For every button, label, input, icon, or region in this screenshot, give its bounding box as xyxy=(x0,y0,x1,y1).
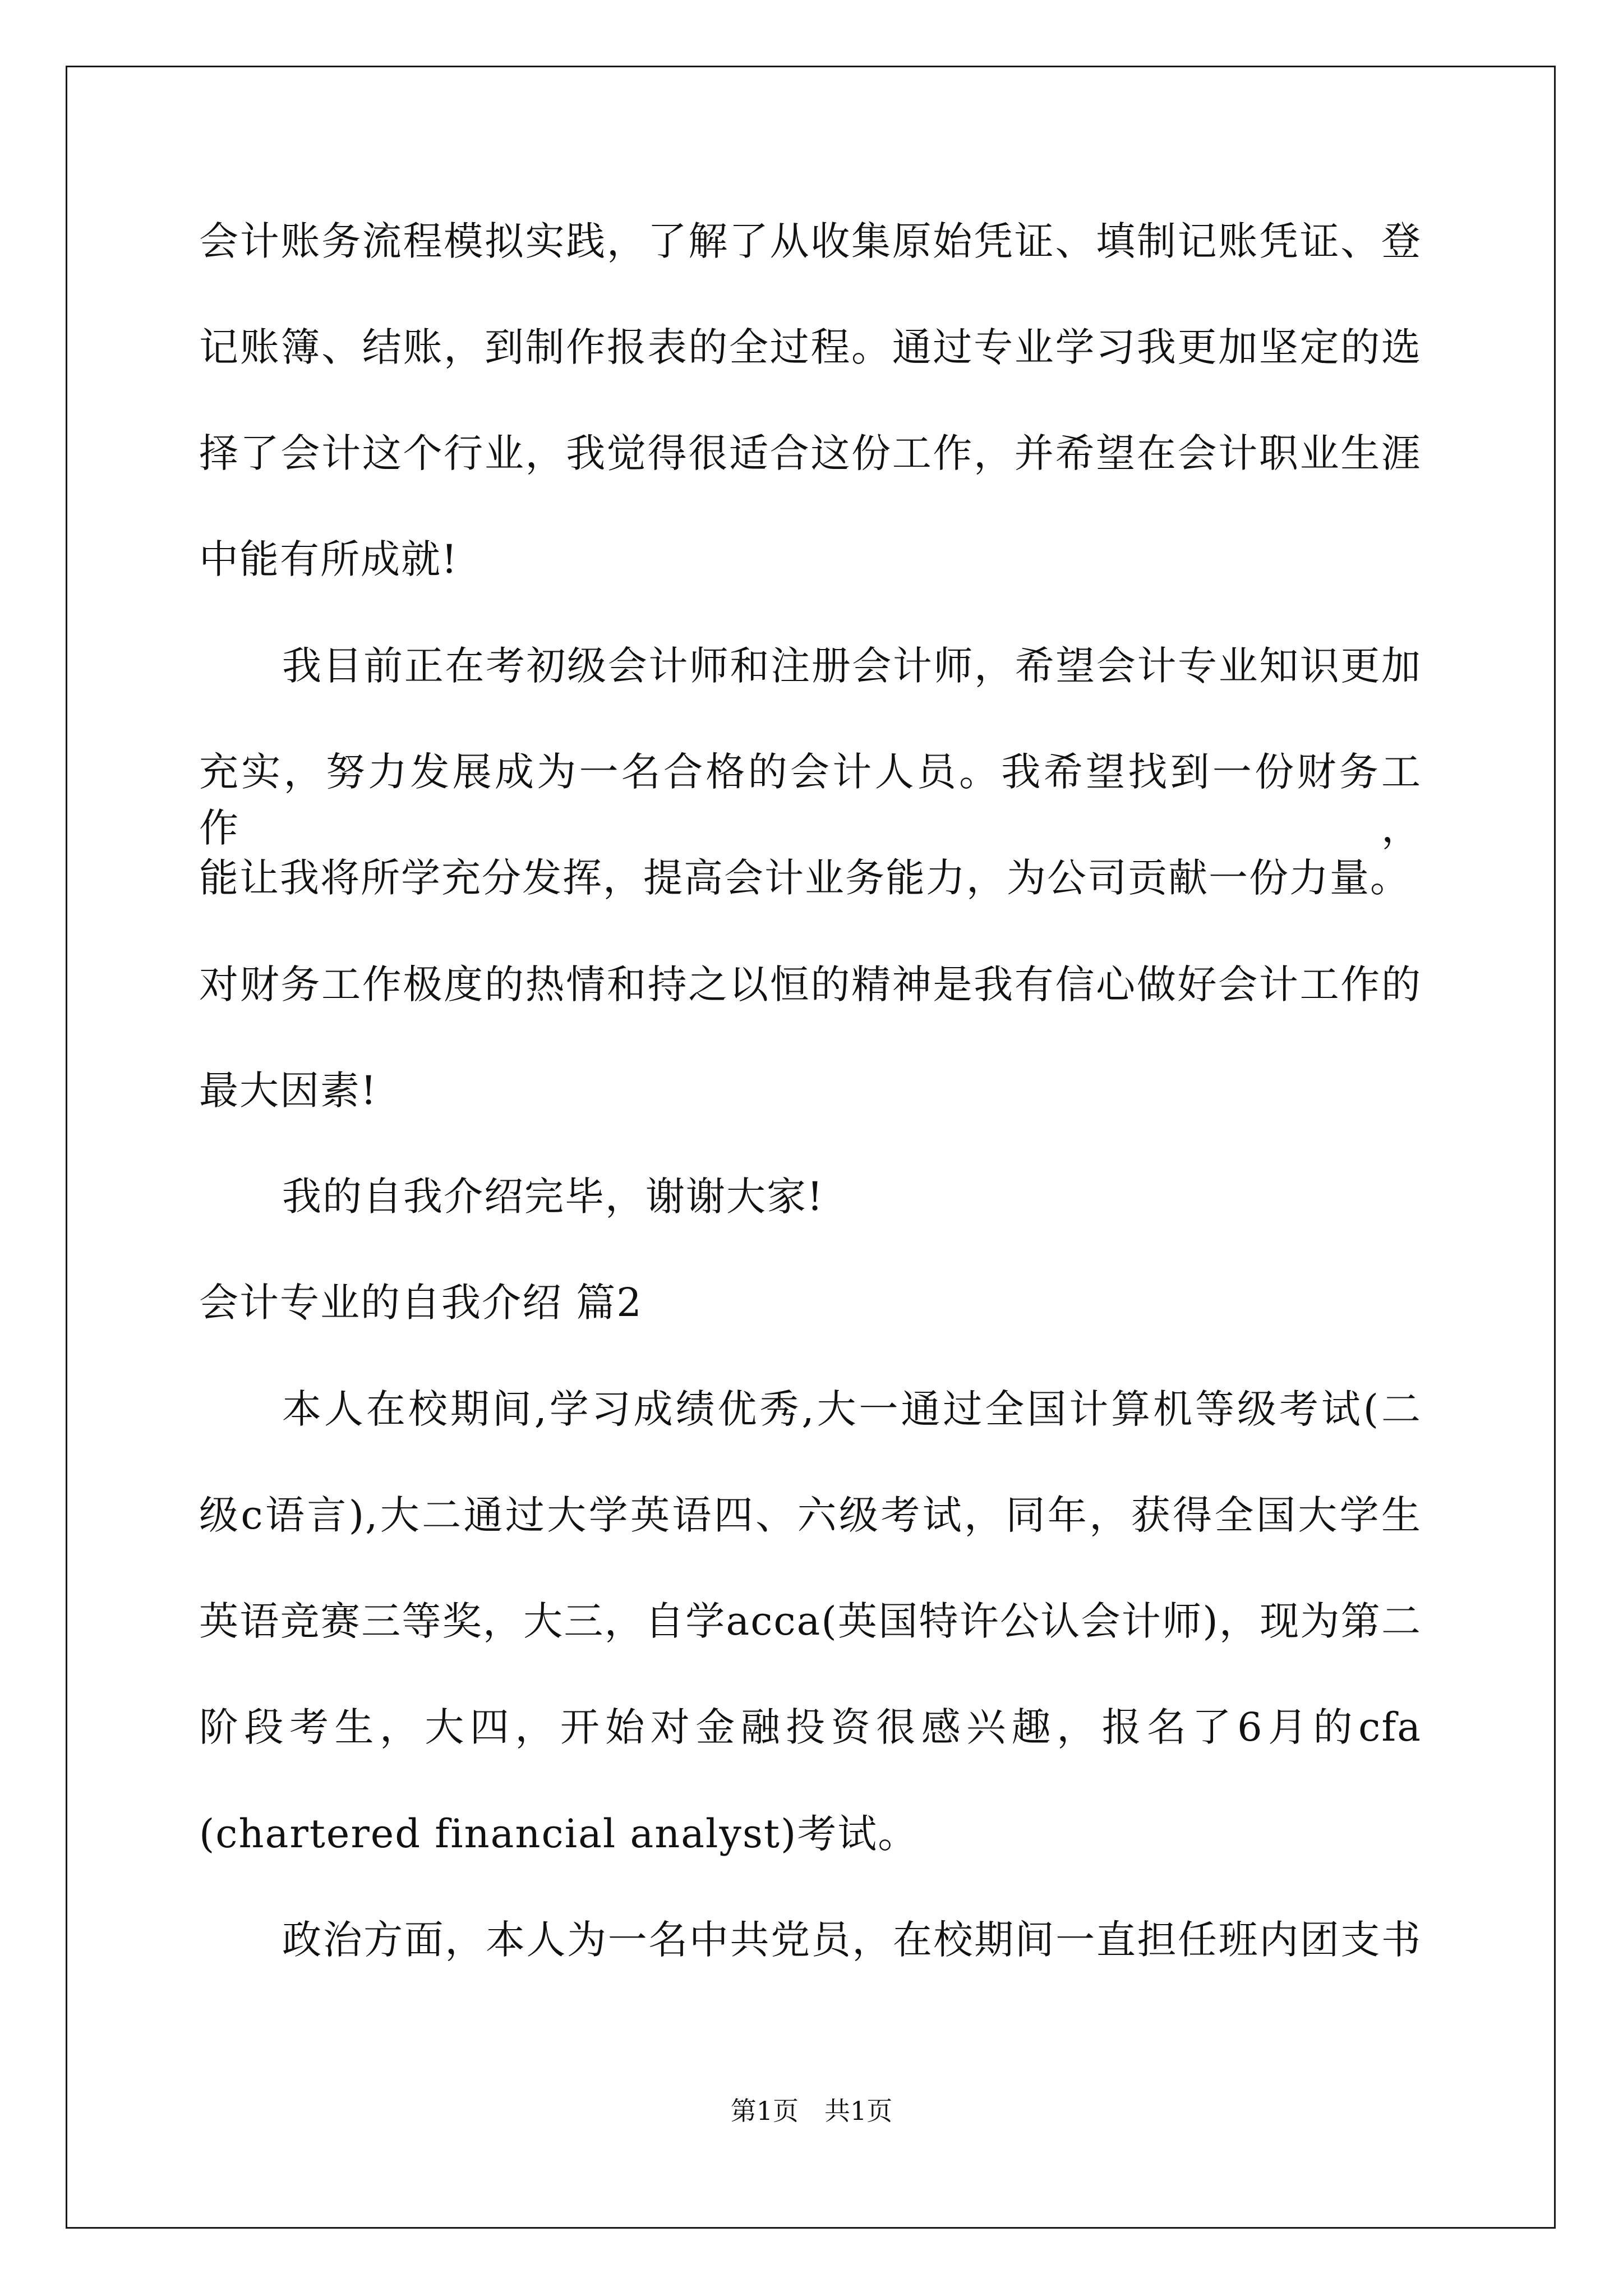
paragraph-first-line: 我目前正在考初级会计师和注册会计师，希望会计专业知识更加 xyxy=(282,643,1422,689)
text-line: 级c语言),大二通过大学英语四、六级考试，同年，获得全国大学生 xyxy=(199,1492,1422,1538)
paragraph-end-line: 最大因素! xyxy=(199,1068,378,1114)
paragraph-first-line: 本人在校期间,学习成绩优秀,大一通过全国计算机等级考试(二 xyxy=(282,1386,1422,1432)
text-line: 充实，努力发展成为一名合格的会计人员。我希望找到一份财务工作， xyxy=(199,749,1422,851)
closing-line: 我的自我介绍完毕，谢谢大家! xyxy=(282,1174,824,1220)
paragraph-end-line: (chartered financial analyst)考试。 xyxy=(199,1811,919,1857)
section-heading: 会计专业的自我介绍 篇2 xyxy=(199,1280,643,1326)
text-line: 择了会计这个行业，我觉得很适合这份工作，并希望在会计职业生涯 xyxy=(199,430,1422,476)
text-line: 阶段考生，大四，开始对金融投资很感兴趣，报名了6月的cfa xyxy=(199,1704,1422,1750)
page-border xyxy=(66,66,1556,2229)
text-line: 能让我将所学充分发挥，提高会计业务能力，为公司贡献一份力量。 xyxy=(199,855,1410,901)
paragraph-first-line: 政治方面，本人为一名中共党员，在校期间一直担任班内团支书 xyxy=(282,1917,1422,1963)
text-line: 记账簿、结账，到制作报表的全过程。通过专业学习我更加坚定的选 xyxy=(199,324,1422,370)
text-line: 英语竞赛三等奖，大三，自学acca(英国特许公认会计师)，现为第二 xyxy=(199,1598,1422,1644)
text-line: 会计账务流程模拟实践，了解了从收集原始凭证、填制记账凭证、登 xyxy=(199,218,1422,264)
text-line: 对财务工作极度的热情和持之以恒的精神是我有信心做好会计工作的 xyxy=(199,961,1422,1007)
page-number-footer: 第1页 共1页 xyxy=(730,2096,893,2126)
paragraph-end-line: 中能有所成就! xyxy=(199,536,459,582)
